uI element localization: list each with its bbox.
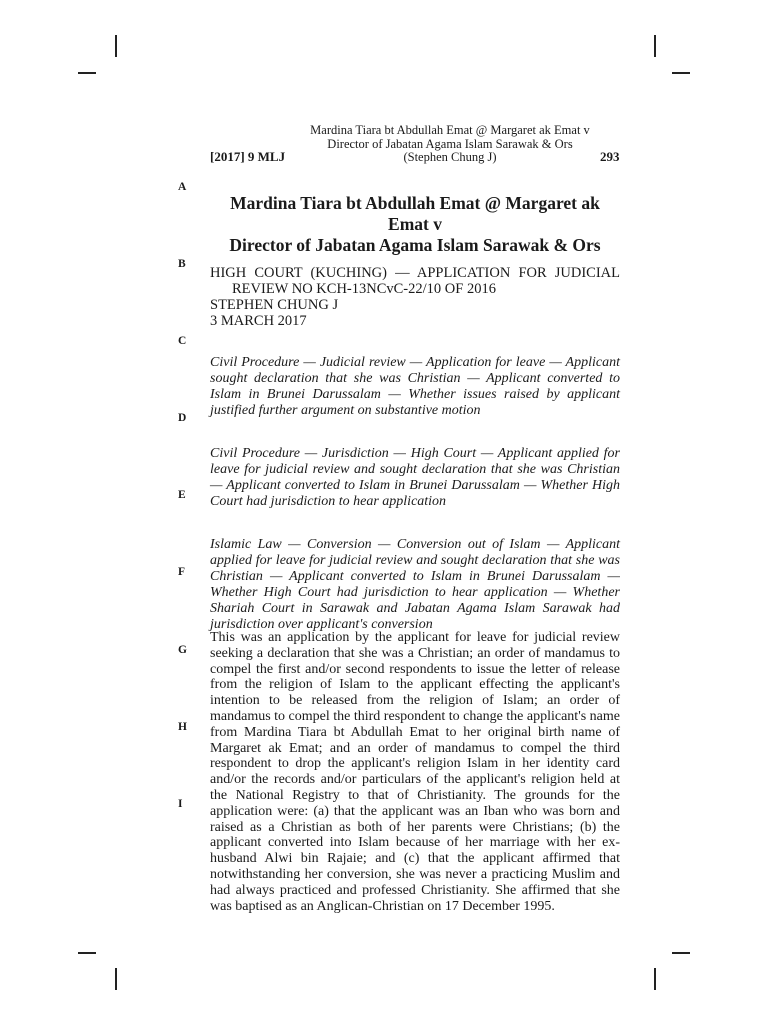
crop-mark bbox=[654, 35, 656, 57]
crop-mark bbox=[115, 35, 117, 57]
margin-letter: E bbox=[178, 489, 186, 501]
running-head-line: (Stephen Chung J) bbox=[403, 150, 497, 164]
running-head bbox=[305, 124, 595, 165]
case-title-line: Mardina Tiara bt Abdullah Emat @ Margaret ak Emat v bbox=[230, 193, 600, 234]
margin-letter: G bbox=[178, 644, 187, 656]
margin-letter: B bbox=[178, 258, 186, 270]
judgment-date: 3 MARCH 2017 bbox=[210, 313, 307, 329]
summary-paragraph: This was an application by the applicant for leave for judicial review seeking a declaration that she was a Christian; an order of mandamus to compel the first and/or second respondents to issue the letter of release from the religion of Islam to the applicant effecting the applicant's intention to be released from the religion of Islam; an order of mandamus to compel the third respondent to change the applicant's name from Mardina Tiara bt Abdullah Emat to her original birth name of Margaret ak Emat; and an order of mandamus to compel the third respondent to drop the applicant's religion Islam in her identity card and/or the records and/or particulars of the applicant's religion held at the National Registry to that of Christianity. The grounds for the application were: (a) that the applicant was an Iban who was born and raised as a Christian as both of her parents were Christians; (b) the applicant converted into Islam because of her marriage with her ex-husband Alwi bin Rajaie; and (c) that the applicant affirmed that notwithstanding her conversion, she was never a practicing Muslim and had always practiced and professed Christianity. She affirmed that she was baptised as an Anglican-Christian on 17 December 1995. bbox=[210, 630, 620, 914]
case-title-line: Director of Jabatan Agama Islam Sarawak & Ors bbox=[229, 235, 601, 255]
case-title bbox=[210, 193, 620, 256]
court-details bbox=[210, 265, 620, 329]
court-line: HIGH COURT (KUCHING) — APPLICATION FOR JUDICIAL bbox=[210, 265, 620, 281]
journal-citation: [2017] 9 MLJ bbox=[210, 149, 286, 164]
margin-letter: H bbox=[178, 721, 187, 733]
crop-mark bbox=[672, 72, 690, 74]
margin-letter: C bbox=[178, 335, 187, 347]
margin-letter: A bbox=[178, 181, 187, 193]
court-line: REVIEW NO KCH-13NCvC-22/10 OF 2016 bbox=[232, 281, 496, 297]
crop-mark bbox=[115, 968, 117, 990]
judge-name: STEPHEN CHUNG J bbox=[210, 297, 339, 313]
margin-letter: F bbox=[178, 566, 186, 578]
margin-letter: I bbox=[178, 798, 183, 810]
crop-mark bbox=[78, 72, 96, 74]
margin-letter: D bbox=[178, 412, 187, 424]
catchword-paragraph: Civil Procedure — Judicial review — Application for leave — Applicant sought declaration that she was Christian — Applicant converted to Islam in Brunei Darussalam — Whether issues raised by applicant justified further argument on substantive motion bbox=[210, 355, 620, 418]
catchword-paragraph: Islamic Law — Conversion — Conversion out of Islam — Applicant applied for leave for judicial review and sought declaration that she was Christian — Applicant converted to Islam in Brunei Darussalam — Whether High Court had jurisdiction to hear application — Whether Shariah Court in Sarawak and Jabatan Agama Islam Sarawak had jurisdiction over applicant's conversion bbox=[210, 537, 620, 632]
running-head-line: Mardina Tiara bt Abdullah Emat @ Margaret ak Emat v bbox=[310, 123, 590, 137]
crop-mark bbox=[78, 952, 96, 954]
crop-mark bbox=[654, 968, 656, 990]
catchword-paragraph: Civil Procedure — Jurisdiction — High Court — Applicant applied for leave for judicial review and sought declaration that she was Christian — Applicant converted to Islam in Brunei Darussalam — Whether High Court had jurisdiction to hear application bbox=[210, 446, 620, 509]
page-number: 293 bbox=[600, 149, 620, 164]
crop-mark bbox=[672, 952, 690, 954]
running-head-line: Director of Jabatan Agama Islam Sarawak & Ors bbox=[327, 136, 573, 151]
